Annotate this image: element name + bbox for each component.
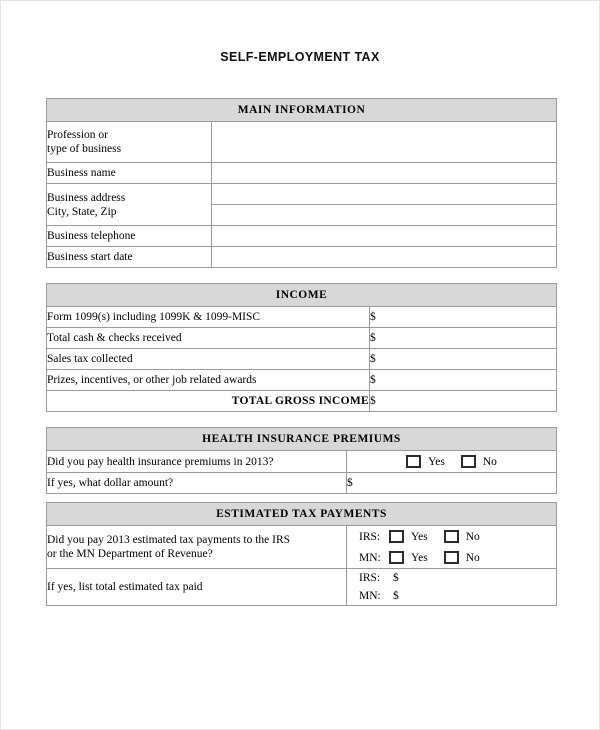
estimated-tax-mn-amount-row[interactable] <box>347 587 556 605</box>
estimated-tax-section <box>46 502 557 606</box>
income-prizes-label: Prizes, incentives, or other job related awards <box>47 370 370 391</box>
estimated-tax-header: ESTIMATED TAX PAYMENTS <box>47 503 557 526</box>
estimated-tax-question-label <box>47 526 347 569</box>
estimated-tax-question-line2: or the MN Department of Revenue? <box>47 548 213 560</box>
estimated-tax-irs-yes-label: Yes <box>411 530 428 543</box>
main-information-section <box>46 98 557 268</box>
table-row <box>47 122 557 163</box>
table-row <box>47 226 557 247</box>
estimated-tax-irs-yes-checkbox[interactable] <box>389 530 404 543</box>
income-sales-tax-field[interactable] <box>370 349 557 370</box>
form-area <box>46 98 556 606</box>
page-title: SELF-EMPLOYMENT TAX <box>220 50 380 64</box>
table-row <box>47 247 557 268</box>
profession-label-line2: type of business <box>47 143 122 155</box>
currency-symbol: $ <box>370 353 376 365</box>
currency-symbol: $ <box>370 311 376 323</box>
estimated-tax-question-line1: Did you pay 2013 estimated tax payments to the IRS <box>47 534 291 546</box>
income-header: INCOME <box>47 284 557 307</box>
section-spacer <box>46 412 556 427</box>
main-information-header: MAIN INFORMATION <box>47 99 557 122</box>
total-gross-income-field[interactable] <box>370 391 557 412</box>
currency-symbol: $ <box>347 477 353 489</box>
estimated-tax-irs-no-label: No <box>465 530 480 543</box>
estimated-tax-paid-label: If yes, list total estimated tax paid <box>47 569 347 606</box>
business-start-date-field[interactable] <box>212 247 557 268</box>
estimated-tax-answer-cell <box>347 526 557 569</box>
estimated-tax-irs-amount-row[interactable] <box>347 569 556 587</box>
estimated-tax-mn-amount-prefix: MN: <box>359 590 381 602</box>
health-insurance-answer-cell <box>347 451 557 473</box>
table-row <box>47 569 557 606</box>
estimated-tax-irs-checkbox-group <box>347 526 556 547</box>
table-row <box>47 307 557 328</box>
section-header-row <box>47 284 557 307</box>
business-address-label <box>47 184 212 226</box>
profession-label-line1: Profession or <box>47 129 109 141</box>
estimated-tax-paid-cell <box>347 569 557 606</box>
table-row <box>47 526 557 569</box>
health-insurance-amount-label: If yes, what dollar amount? <box>47 473 347 494</box>
health-insurance-amount-field[interactable] <box>347 473 557 494</box>
table-row <box>47 370 557 391</box>
income-cash-checks-field[interactable] <box>370 328 557 349</box>
estimated-tax-mn-prefix: MN: <box>359 551 381 564</box>
table-row <box>47 328 557 349</box>
table-row <box>47 451 557 473</box>
health-insurance-question-label: Did you pay health insurance premiums in 2013? <box>47 451 347 473</box>
business-telephone-label: Business telephone <box>47 226 212 247</box>
estimated-tax-mn-yes-checkbox[interactable] <box>389 551 404 564</box>
income-1099-label: Form 1099(s) including 1099K & 1099-MISC <box>47 307 370 328</box>
section-header-row <box>47 428 557 451</box>
business-name-label: Business name <box>47 163 212 184</box>
business-city-state-zip-field[interactable] <box>212 205 557 226</box>
income-sales-tax-label: Sales tax collected <box>47 349 370 370</box>
profession-label <box>47 122 212 163</box>
estimated-tax-irs-prefix: IRS: <box>359 530 381 543</box>
table-row <box>47 163 557 184</box>
estimated-tax-mn-yes-label: Yes <box>411 551 428 564</box>
table-row <box>47 184 557 205</box>
health-insurance-no-label: No <box>482 455 497 468</box>
total-gross-income-label: TOTAL GROSS INCOME <box>47 391 370 412</box>
table-row <box>47 349 557 370</box>
currency-symbol: $ <box>370 395 376 407</box>
income-section <box>46 283 557 412</box>
business-address-label-line2: City, State, Zip <box>47 205 117 218</box>
health-insurance-no-checkbox[interactable] <box>461 455 476 468</box>
profession-field[interactable] <box>212 122 557 163</box>
estimated-tax-mn-checkbox-group <box>347 547 556 568</box>
health-insurance-header: HEALTH INSURANCE PREMIUMS <box>47 428 557 451</box>
section-spacer <box>46 268 556 283</box>
business-telephone-field[interactable] <box>212 226 557 247</box>
estimated-tax-irs-amount-prefix: IRS: <box>359 572 381 584</box>
section-header-row <box>47 503 557 526</box>
table-row <box>47 473 557 494</box>
business-address-field[interactable] <box>212 184 557 205</box>
income-1099-field[interactable] <box>370 307 557 328</box>
health-insurance-checkbox-group <box>347 451 556 472</box>
business-address-label-line1: Business address <box>47 191 126 204</box>
income-prizes-field[interactable] <box>370 370 557 391</box>
currency-symbol: $ <box>393 590 399 602</box>
estimated-tax-mn-no-checkbox[interactable] <box>444 551 459 564</box>
section-spacer <box>46 494 556 502</box>
business-start-date-label: Business start date <box>47 247 212 268</box>
table-row <box>47 391 557 412</box>
health-insurance-section <box>46 427 557 494</box>
section-header-row <box>47 99 557 122</box>
currency-symbol: $ <box>370 374 376 386</box>
health-insurance-yes-checkbox[interactable] <box>406 455 421 468</box>
estimated-tax-mn-no-label: No <box>465 551 480 564</box>
income-cash-checks-label: Total cash & checks received <box>47 328 370 349</box>
currency-symbol: $ <box>370 332 376 344</box>
currency-symbol: $ <box>393 572 399 584</box>
estimated-tax-irs-no-checkbox[interactable] <box>444 530 459 543</box>
business-name-field[interactable] <box>212 163 557 184</box>
health-insurance-yes-label: Yes <box>428 455 445 468</box>
